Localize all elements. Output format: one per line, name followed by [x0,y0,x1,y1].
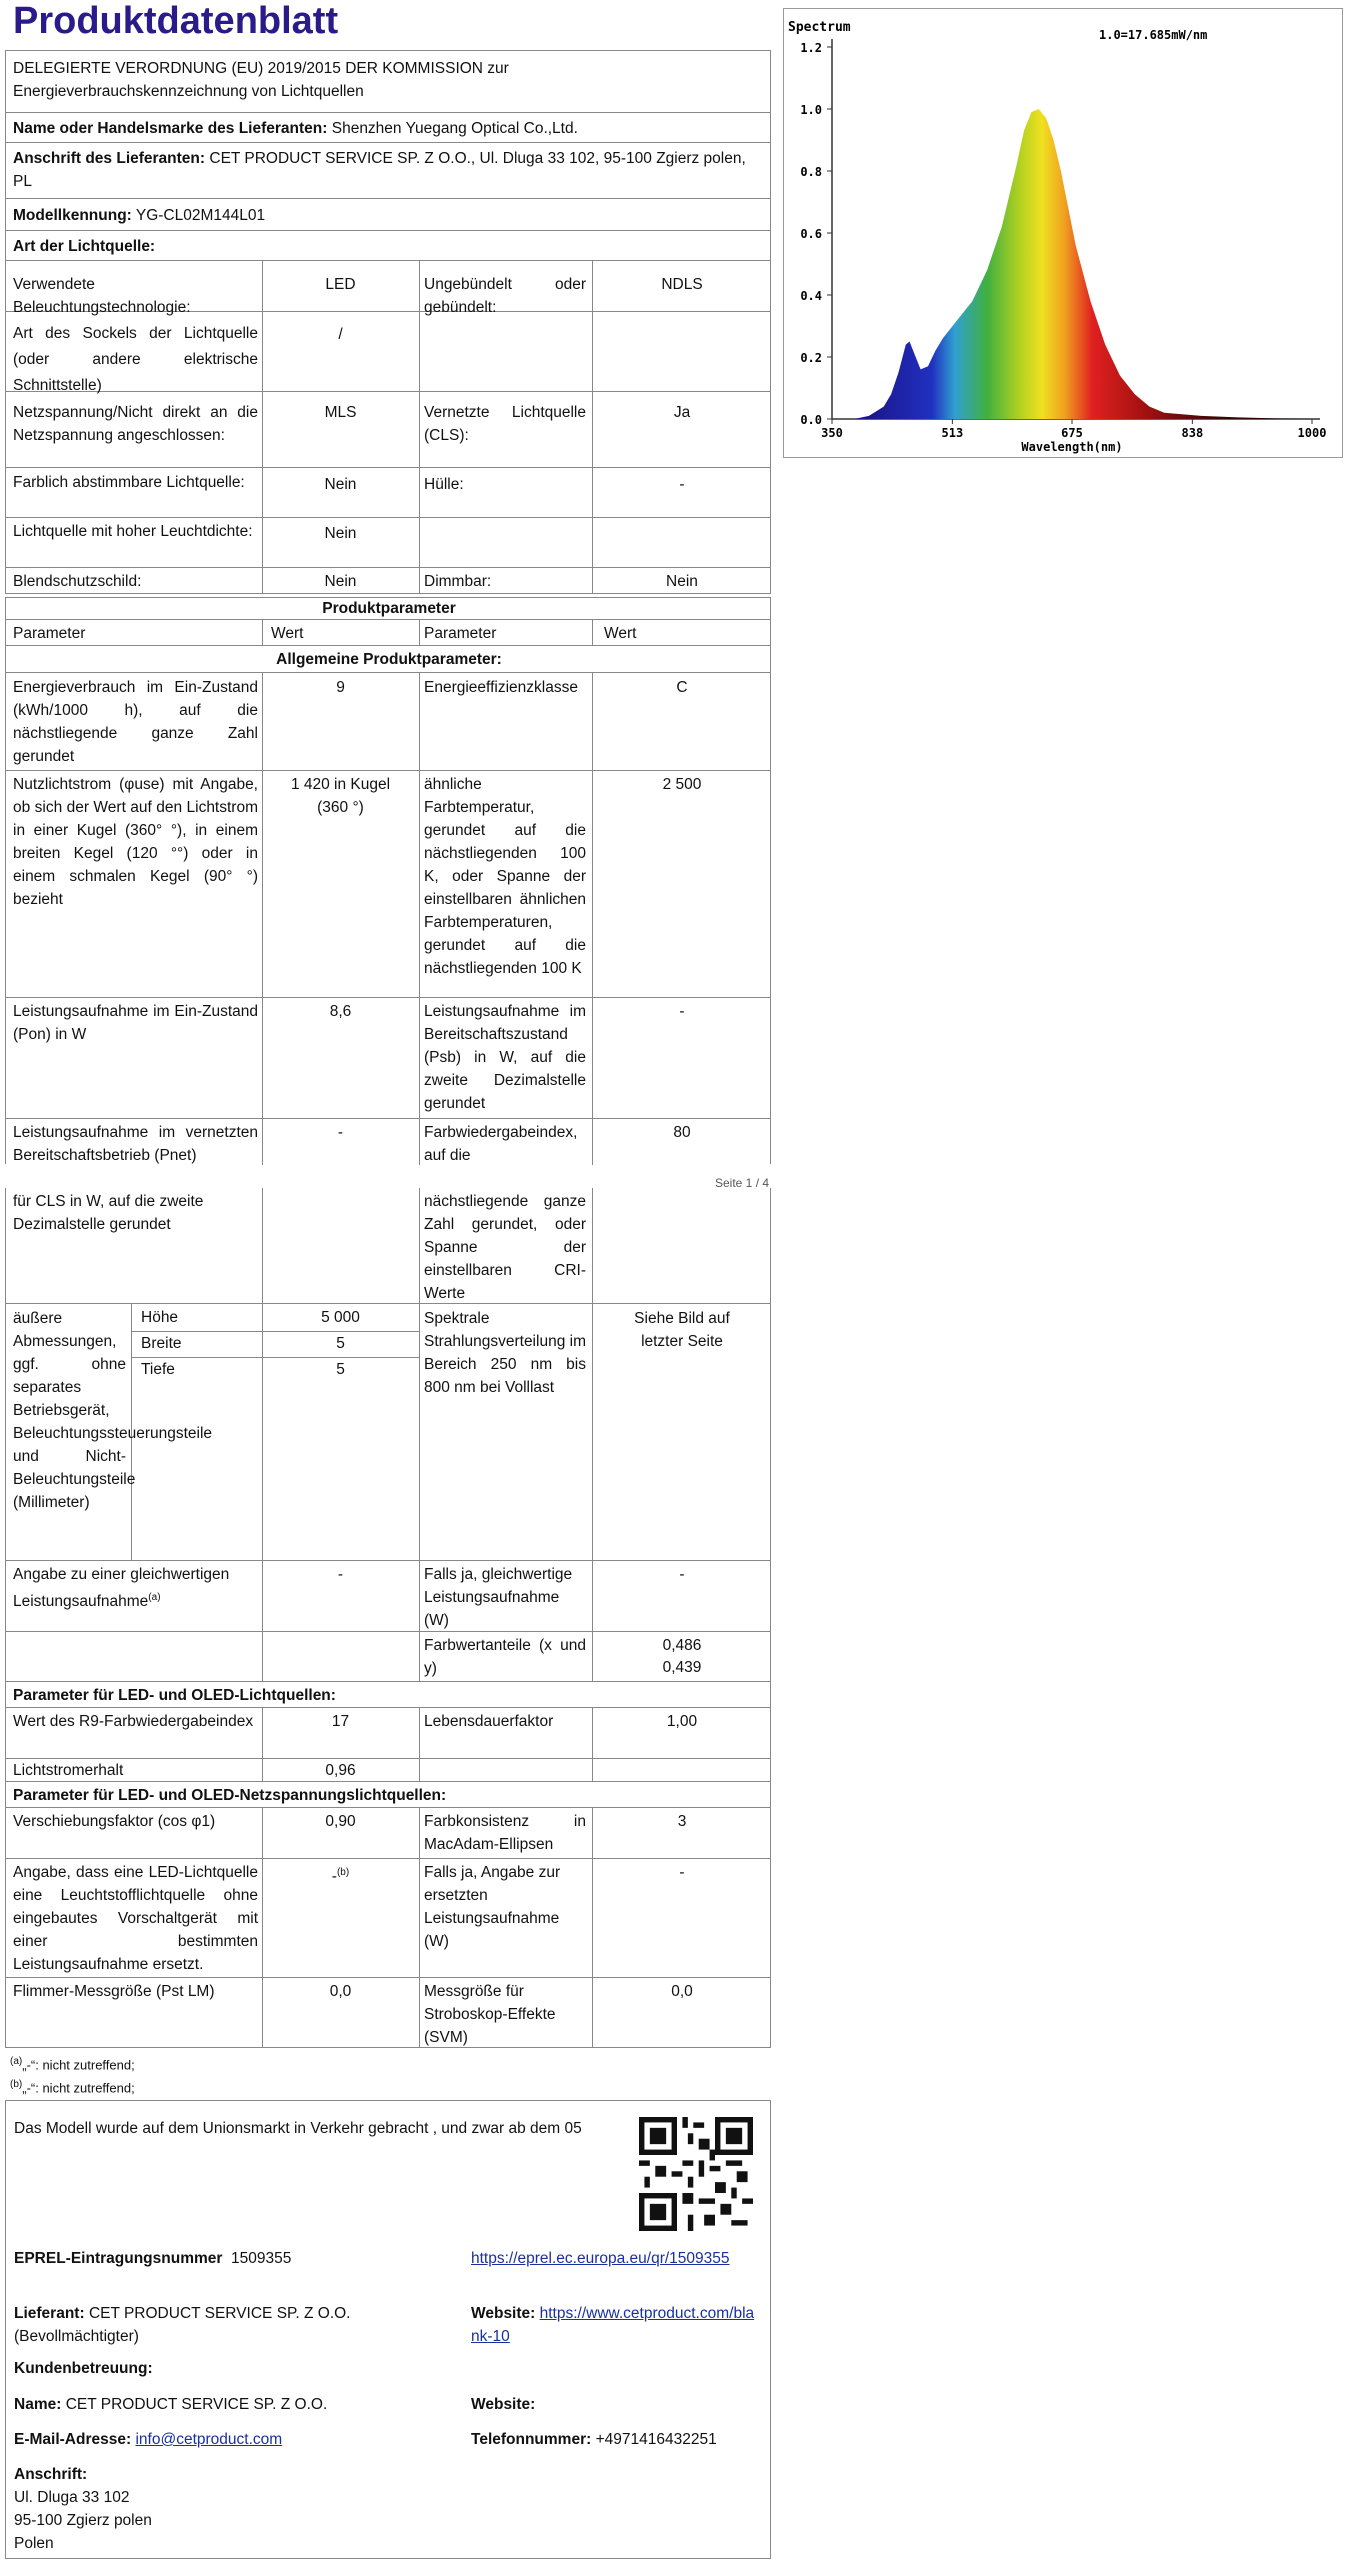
param-value: 9 [336,679,345,696]
led-row [5,1758,771,1782]
type-row-label: Blendschutzschild: [13,573,142,590]
param-value: 8,6 [329,1003,352,1020]
general-heading: Allgemeine Produktparameter: [276,651,502,668]
col-header: Parameter [424,625,497,642]
type-row-value: Nein [666,573,698,590]
spectrum-chart [783,8,1343,458]
cont-row [5,1188,771,1304]
param-label: Messgröße für Stroboskop-Effekte (SVM) [424,1983,556,2046]
address-line: Ul. Dluga 33 102 [14,2489,130,2506]
supplier-name-label: Name oder Handelsmarke des Lieferanten: [13,120,328,137]
y-tick-label: 0.8 [800,165,822,179]
chart-title: Spectrum [788,20,851,35]
website2-label: Website: [471,2396,536,2413]
param-value: 0,439 [662,1659,702,1676]
supplier-address-value: CET PRODUCT SERVICE SP. Z O.O., Ul. Dluga 33 102, 95-100 Zgierz polen, PL [13,150,746,190]
y-tick-label: 0.2 [800,351,822,365]
param-label: Angabe zu einer gleichwertigen Leistungsaufnahme [13,1566,230,1611]
param-label: Leistungsaufnahme im Bereitschaftszustand (Psb) in W, auf die zweite Dezimalstelle gerundet [424,1003,586,1112]
type-row-value: MLS [324,404,357,421]
dim-value: 5 000 [321,1309,360,1326]
eprel-label: EPREL-Eintragungsnummer [14,2250,223,2267]
dim-key: Breite [141,1335,182,1352]
param-label: Energieverbrauch im Ein-Zustand (kWh/1000 h), auf die nächstliegende ganze Zahl gerundet [13,679,258,765]
param-label: Angabe, dass eine LED-Lichtquelle eine Leuchtstofflichtquelle ohne eingebautes Vorschaltgerät mit einer bestimmten Leistungsaufnahme ersetzt. [13,1864,258,1973]
param-value: 17 [331,1713,350,1730]
x-tick-label: 1000 [1297,426,1327,440]
param-value: 0,96 [325,1762,356,1779]
param-value: Siehe Bild auf letzter Seite [634,1310,730,1350]
supplier-name-row [5,112,771,143]
param-label: Lebensdauerfaktor [424,1713,554,1730]
name-value: CET PRODUCT SERVICE SP. Z O.O. [65,2396,328,2413]
type-row-value: - [679,476,685,493]
product-params-heading: Produktparameter [322,600,456,617]
y-tick-label: 0.0 [800,413,822,427]
page-number: Seite 1 / 4 [715,1176,770,1190]
param-label: Farbwiedergabeindex, auf die [424,1124,578,1164]
model-label: Modellkennung: [13,207,132,224]
dimensions-row [5,1303,771,1561]
qr-code-icon [639,2117,753,2231]
type-row-label: Netzspannung/Nicht direkt an die Netzspannung angeschlossen: [13,404,258,444]
model-value: YG-CL02M144L01 [135,207,266,224]
email-label: E-Mail-Adresse: [14,2431,132,2448]
col-header: Wert [604,625,637,642]
type-row-value: Nein [324,573,357,590]
type-row-value: LED [325,276,356,293]
type-row-label: Hülle: [424,476,464,493]
type-row-label: Dimmbar: [424,573,492,590]
col-header: Parameter [13,625,86,642]
param-label: Leistungsaufnahme im vernetzten Bereitschaftsbetrieb (Pnet) [13,1124,258,1164]
type-row-label: Verwendete Beleuchtungstechnologie: [13,276,191,316]
x-tick-label: 675 [1061,426,1083,440]
y-tick-label: 0.6 [800,227,822,241]
param-label: Farbkonsistenz in MacAdam-Ellipsen [424,1813,586,1853]
supplier-value: CET PRODUCT SERVICE SP. Z O.O. (Bevollmächtigter) [14,2305,351,2345]
service-label: Kundenbetreuung: [14,2360,153,2377]
param-value: - [679,1864,685,1881]
market-text: Das Modell wurde auf dem Unionsmarkt in Verkehr gebracht , und zwar ab dem 05 [14,2120,582,2137]
led-heading-row [5,1681,771,1708]
param-label: Farbwertanteile (x und y) [424,1637,586,1677]
website-label: Website: [471,2305,536,2322]
type-row-value: Nein [324,525,357,542]
column-header-row [5,619,771,646]
x-tick-label: 838 [1181,426,1204,440]
page-title: Produktdatenblatt [13,0,339,42]
param-value: - [679,1566,685,1583]
type-heading-row [5,230,771,261]
y-tick-label: 1.2 [800,41,822,55]
name-label: Name: [14,2396,62,2413]
address-label: Anschrift: [14,2466,88,2483]
phone-label: Telefonnummer: [471,2431,592,2448]
type-row-value: / [338,326,343,343]
supplier-label: Lieferant: [14,2305,85,2322]
type-row-label: Vernetzte Lichtquelle (CLS): [424,404,586,444]
param-value: 1,00 [666,1713,698,1730]
type-row-value: Ja [673,404,691,421]
param-label: Verschiebungsfaktor (cos φ1) [13,1813,216,1830]
param-label: Energieeffizienzklasse [424,679,578,696]
spectrum-svg [784,9,1340,455]
supplier-name-value: Shenzhen Yuegang Optical Co.,Ltd. [331,120,578,137]
type-row-value: Nein [324,476,357,493]
col-header: Wert [271,625,304,642]
param-value: - [337,1566,344,1583]
param-value: C [676,679,688,696]
mains-heading-row [5,1781,771,1808]
regulation-text: DELEGIERTE VERORDNUNG (EU) 2019/2015 DER KOMMISSION zur Energieverbrauchskennzeichnung von Lichtquellen [13,60,509,100]
regulation-box [5,50,771,113]
supplier-address-row [5,142,771,199]
param-label: Nutzlichtstrom (φuse) mit Angabe, ob sich der Wert auf den Lichtstrom in einer Kugel (360° °), in einem breiten Kegel (120 °°) oder in einem schmalen Kegel (90° °) bezieht [13,776,258,908]
chroma-row [5,1631,771,1682]
param-value: 0,486 [662,1637,702,1654]
mains-heading: Parameter für LED- und OLED-Netzspannungslichtquellen: [13,1787,447,1804]
led-heading: Parameter für LED- und OLED-Lichtquellen: [13,1687,336,1704]
mains-table: Verschiebungsfaktor (cos φ1) 0,90 Farbkonsistenz in MacAdam-Ellipsen 3 Angabe, dass eine LED-Lichtquelle eine Leuchtstofflichtquelle ohne eingebautes Vorschaltgerät mit einer bestimmten Leistungsaufnahme ersetzt. -$^{(b)}$ Falls ja, Angabe zur ersetzten Leistungsaufnahme (W) - Flimmer-Messgröße (Pst LM) 0,0 Messgröße für Stroboskop-Effekte (SVM) 0,0 [5,1807,771,2048]
eprel-number: 1509355 [231,2250,292,2267]
product-params-heading-row [5,597,771,620]
eprel-link[interactable]: https://eprel.ec.europa.eu/qr/1509355 [471,2250,730,2267]
dim-key: Höhe [141,1309,179,1326]
param-label: Flimmer-Messgröße (Pst LM) [13,1983,215,2000]
model-row [5,198,771,231]
dim-key: Tiefe [141,1361,175,1378]
y-tick-label: 0.4 [800,289,822,303]
type-row-label: Art des Sockels der Lichtquelle (oder andere elektrische Schnittstelle) [13,325,258,394]
param-value: 1 420 in Kugel (360 °) [290,776,391,816]
x-tick-label: 350 [821,426,843,440]
param-label: Wert des R9-Farbwiedergabeindex [13,1713,254,1730]
supplier-address-label: Anschrift des Lieferanten: [13,150,206,167]
type-row-value: NDLS [661,276,703,293]
dimensions-label: äußere Abmessungen, ggf. ohne separates Betriebsgerät, Beleuchtungssteuerungsteile und Nicht-Beleuchtungsteile (Millimeter) [13,1310,213,1511]
email-link[interactable]: info@cetproduct.com [135,2431,283,2448]
param-value: 2 500 [662,776,702,793]
param-label: für CLS in W, auf die zweite Dezimalstelle gerundet [13,1193,204,1233]
address-line: 95-100 Zgierz polen [14,2512,152,2529]
y-tick-label: 1.0 [800,103,822,117]
spectrum-area [854,109,1312,419]
address-line: Polen [14,2535,54,2552]
chart-annotation: 1.0=17.685mW/nm [1099,28,1208,42]
type-row-label: Lichtquelle mit hoher Leuchtdichte: [13,523,253,540]
website-link[interactable]: https://www.cetproduct.com/blank-10 [471,2305,755,2345]
x-tick-label: 513 [941,426,964,440]
param-label: Spektrale Strahlungsverteilung im Bereich 250 nm bis 800 nm bei Volllast [424,1310,586,1396]
param-value: 0,0 [671,1983,693,2000]
param-value: 0,90 [325,1813,356,1830]
type-heading: Art der Lichtquelle: [13,238,156,255]
type-table [5,260,771,594]
param-value: 0,0 [329,1983,352,2000]
equiv-row: Angabe zu einer gleichwertigen Leistungsaufnahme$^{(a)}$ - Falls ja, gleichwertige Leistungsaufnahme (W) - [5,1560,771,1632]
param-value: - [679,1003,685,1020]
param-label: Falls ja, Angabe zur ersetzten Leistungsaufnahme (W) [424,1864,561,1950]
info-block [5,2100,771,2559]
param-value: 3 [677,1813,687,1830]
param-label: nächstliegende ganze Zahl gerundet, oder Spanne der einstellbaren CRI-Werte [424,1193,586,1302]
x-axis-label: Wavelength(nm) [1021,440,1123,454]
param-label: Leistungsaufnahme im Ein-Zustand (Pon) in W [13,1003,258,1043]
param-label: Lichtstromerhalt [13,1762,124,1779]
param-label: ähnliche Farbtemperatur, gerundet auf die nächstliegenden 100 K, oder Spanne der einstellbaren ähnlichen Farbtemperaturen, gerundet auf die nächstliegenden 100 K [424,776,586,977]
type-row-label: Ungebündelt oder gebündelt: [424,276,586,316]
footnote-a: $^{(a)}$„-“: nicht zutreffend; [10,2056,135,2073]
led-row [5,1707,771,1759]
dim-value: 5 [336,1335,345,1352]
param-value: - [331,1868,337,1886]
param-value: 80 [673,1124,691,1141]
dim-value: 5 [336,1361,345,1378]
general-table [5,672,771,1164]
general-heading-row [5,645,771,673]
param-value: - [337,1124,344,1141]
param-label: Falls ja, gleichwertige Leistungsaufnahme (W) [424,1566,573,1629]
phone-value: +4971416432251 [595,2431,717,2448]
type-row-label: Farblich abstimmbare Lichtquelle: [13,474,245,491]
footnote-b: $^{(b)}$„-“: nicht zutreffend; [10,2079,135,2096]
